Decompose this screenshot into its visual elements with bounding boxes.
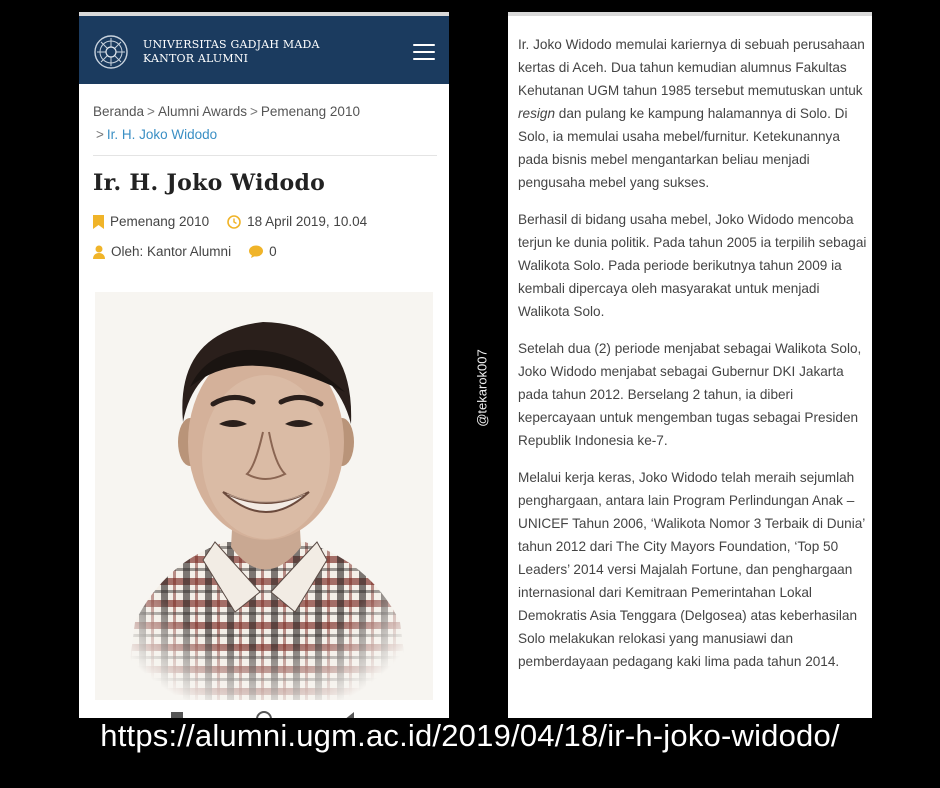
hamburger-menu-icon[interactable] (413, 44, 435, 60)
date-label: 18 April 2019, 10.04 (247, 214, 368, 229)
watermark-text: @tekarok007 (474, 349, 490, 427)
page-title: Ir. H. Joko Widodo (93, 170, 326, 196)
site-header (79, 12, 449, 84)
paragraph-3: Setelah dua (2) periode menjabat sebagai Walikota Solo, Joko Widodo menjabat sebagai Gubernur DKI Jakarta pada tahun 2012. Berselang 2 tahun, ia diberi kepercayaan untuk mengemban tugas sebagai Presiden Republik Indonesia ke-7. (518, 341, 862, 448)
breadcrumb-separator: > (249, 104, 258, 119)
clock-icon (227, 215, 241, 229)
breadcrumb-separator: > (96, 127, 104, 142)
author-label: Oleh: Kantor Alumni (111, 244, 232, 259)
article-body-screenshot (508, 12, 872, 718)
article-meta-row (93, 214, 385, 229)
paragraph-1: Ir. Joko Widodo memulai kariernya di sebuah perusahaan kertas di Aceh. Dua tahun kemudian alumnus Fakultas Kehutanan UGM tahun 1985 tersebut memutuskan untuk resign dan pulang ke kampung halamannya di Solo. Di Solo, ia memulai usaha mebel/furnitur. Ketekunannya pada bisnis mebel mengantarkan beliau menjadi pengusaha mebel yang sukses. (518, 37, 865, 190)
watermark (472, 349, 492, 427)
article-meta-row (93, 244, 295, 259)
university-line-2: KANTOR ALUMNI (143, 52, 249, 65)
android-nav-bar (79, 710, 449, 718)
portrait-sketch-image (95, 292, 433, 700)
date-meta (227, 214, 367, 229)
breadcrumb-separator: > (147, 104, 155, 119)
breadcrumb-pemenang-2010[interactable]: Pemenang 2010 (260, 104, 360, 119)
category-meta[interactable] (93, 214, 209, 229)
paragraph-2: Berhasil di bidang usaha mebel, Joko Widodo mencoba terjun ke dunia politik. Pada tahun 2005 ia terpilih sebagai Walikota Solo. Pada periode berikutnya tahun 2009 ia kembali dipercaya oleh masyarakat untuk menjadi Walikota Solo. (518, 212, 867, 319)
breadcrumb-current: Ir. H. Joko Widodo (106, 127, 218, 142)
breadcrumb-home[interactable]: Beranda (93, 104, 145, 119)
breadcrumb-alumni-awards[interactable]: Alumni Awards (157, 104, 247, 119)
mobile-page-screenshot (79, 12, 449, 718)
comments-meta[interactable] (249, 244, 277, 259)
university-line-1: UNIVERSITAS GADJAH MADA (143, 38, 320, 51)
comment-icon (249, 245, 263, 258)
university-name[interactable] (143, 38, 320, 66)
bookmark-icon (93, 215, 104, 229)
comment-count: 0 (269, 244, 277, 259)
ugm-emblem-icon[interactable] (93, 34, 129, 70)
breadcrumb (93, 100, 437, 146)
paragraph-4: Melalui kerja keras, Joko Widodo telah meraih sejumlah penghargaan, antara lain Program Perlindungan Anak – UNICEF Tahun 2006, ‘Walikota Nomor 3 Terbaik di Dunia’ tahun 2012 dari The City Mayors Foundation, ‘Top 50 Leaders’ 2014 versi Majalah Fortune, dan penghargaan internasional dari Kemitraan Pemerintahan Lokal Demokratis Asia Tenggara (Delgosea) atas keberhasilan Solo melakukan relokasi yang manusiawi dan pemberdayaan pedagang kaki lima pada tahun 2014. (518, 470, 865, 669)
user-icon (93, 245, 105, 259)
emphasis-text: resign (518, 106, 556, 121)
article-body (518, 33, 868, 687)
author-meta[interactable] (93, 244, 231, 259)
category-label: Pemenang 2010 (110, 214, 210, 229)
divider (93, 155, 437, 156)
source-url-caption: https://alumni.ugm.ac.id/2019/04/18/ir-h-joko-widodo/ (100, 718, 840, 753)
